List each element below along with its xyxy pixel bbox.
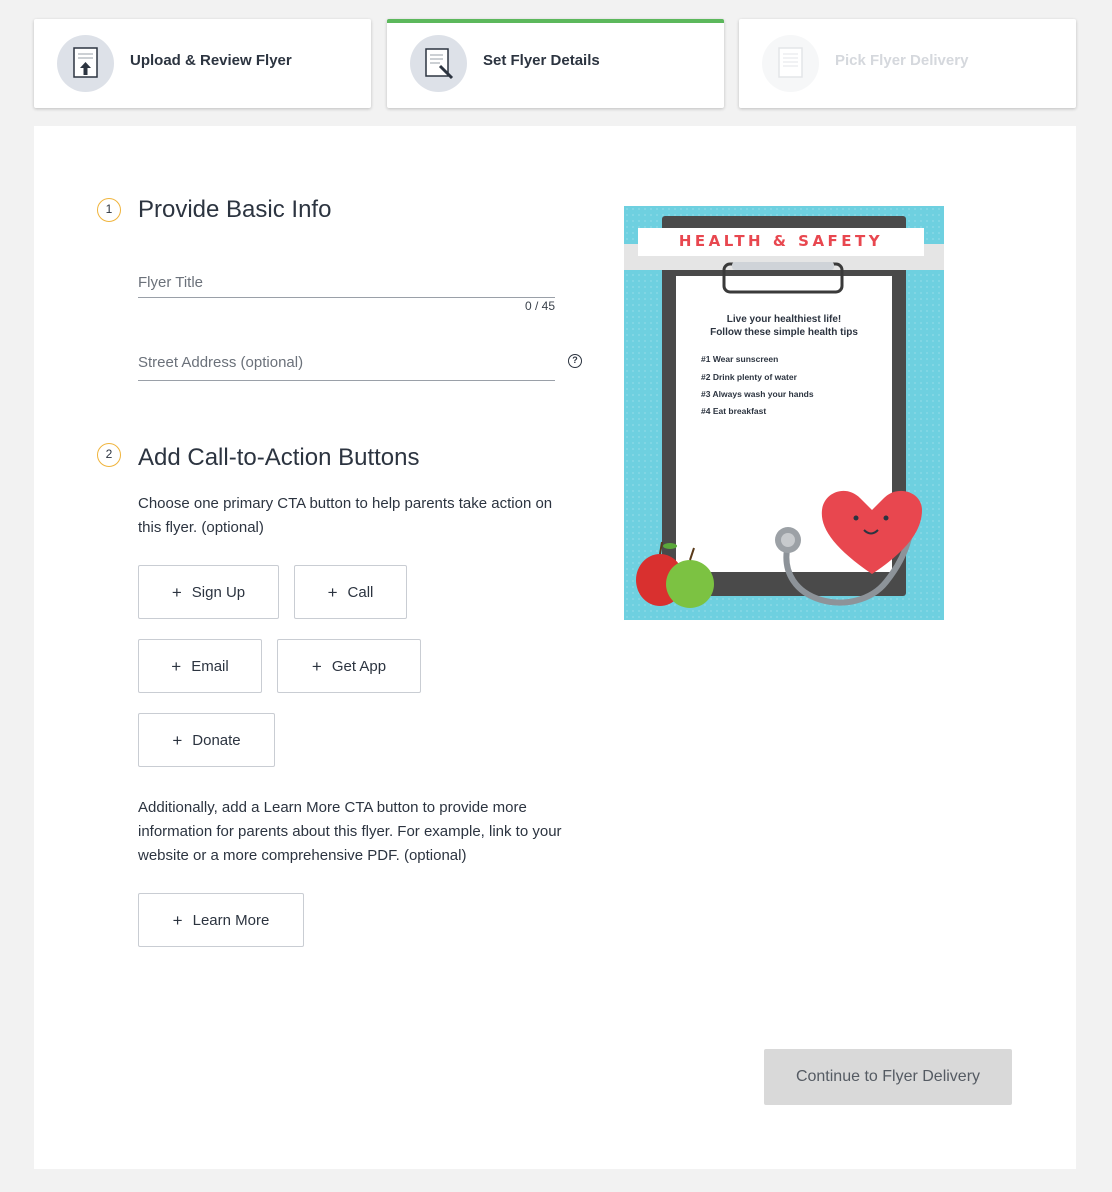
street-address-field[interactable] [138, 354, 555, 381]
flyer-tip: #2 Drink plenty of water [701, 372, 797, 382]
button-label: Sign Up [191, 583, 246, 601]
continue-to-delivery-button[interactable]: Continue to Flyer Delivery [764, 1049, 1012, 1105]
flyer-line2: Follow these simple health tips [710, 327, 858, 338]
learn-more-description: Additionally, add a Learn More CTA button to provide more information for parents about this flyer. For example, link to your website or a more comprehensive PDF. (optional) [138, 799, 562, 864]
flyer-line1: Live your healthiest life! [726, 314, 842, 325]
progress-steps [34, 19, 1076, 108]
flyer-tip: #4 Eat breakfast [701, 406, 767, 416]
button-label: Call [347, 583, 374, 601]
list-document-icon [762, 35, 819, 92]
button-label: Get App [331, 657, 387, 675]
main-panel [34, 126, 1076, 1169]
plus-icon: + [172, 730, 183, 750]
sign-up-button[interactable] [138, 565, 279, 619]
section-title-cta: Add Call-to-Action Buttons [138, 444, 420, 471]
donate-button[interactable] [138, 713, 275, 767]
button-label: Email [191, 657, 229, 675]
step-label: Upload & Review Flyer [130, 52, 292, 69]
step-pick-delivery [739, 19, 1076, 108]
plus-icon: + [327, 582, 338, 602]
step-set-details[interactable] [387, 19, 724, 108]
call-button[interactable] [294, 565, 407, 619]
section-number: 1 [97, 198, 121, 222]
step-label: Pick Flyer Delivery [835, 52, 969, 69]
plus-icon: + [172, 910, 183, 930]
flyer-preview [624, 206, 944, 620]
question-circle-icon[interactable]: ? [568, 354, 582, 368]
flyer-title-input[interactable] [138, 274, 555, 291]
step-upload-review[interactable] [34, 19, 371, 108]
street-address-input[interactable] [138, 354, 555, 371]
cta-description: Choose one primary CTA button to help parents take action on this flyer. (optional) [138, 495, 553, 536]
edit-document-icon [410, 35, 467, 92]
email-button[interactable] [138, 639, 262, 693]
step-label: Set Flyer Details [483, 52, 600, 69]
button-label: Donate [192, 731, 241, 749]
section-title-basic-info: Provide Basic Info [138, 196, 332, 223]
upload-document-icon [57, 35, 114, 92]
button-label: Learn More [192, 911, 270, 929]
flyer-heading: HEALTH & SAFETY [678, 232, 884, 250]
plus-icon: + [311, 656, 322, 676]
plus-icon: + [171, 656, 182, 676]
flyer-tip: #1 Wear sunscreen [701, 354, 779, 364]
flyer-title-counter: 0 / 45 [524, 299, 555, 313]
learn-more-button[interactable] [138, 893, 304, 947]
flyer-tip: #3 Always wash your hands [701, 389, 814, 399]
plus-icon: + [171, 582, 182, 602]
section-number: 2 [97, 443, 121, 467]
flyer-title-field[interactable] [138, 274, 555, 298]
get-app-button[interactable] [277, 639, 421, 693]
